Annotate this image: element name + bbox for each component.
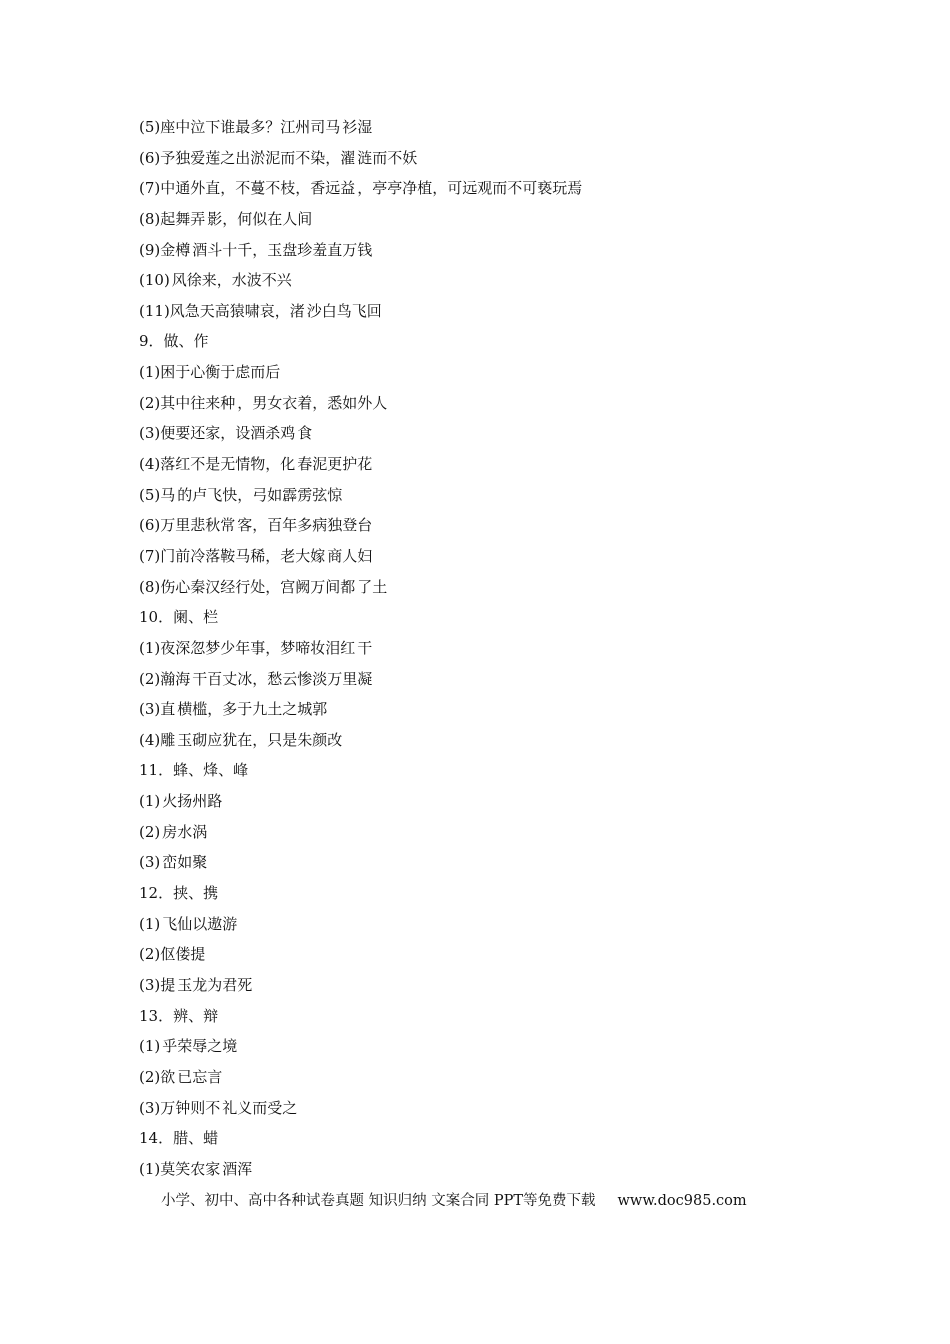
exercise-list: [139, 114, 839, 1186]
exercise-item: [139, 512, 839, 543]
exercise-item: [139, 666, 839, 697]
footer-site: www.doc985.com: [617, 1193, 747, 1209]
line-text-after-blank: ，男女衣着，悉如外人: [237, 393, 388, 412]
line-text-after-blank: 乎荣辱之境: [162, 1037, 238, 1056]
line-text: (7)中通外直，不蔓不枝，香远益: [139, 179, 356, 198]
exercise-item: [139, 727, 839, 758]
line-text-after-blank: 飞仙以遨游: [162, 914, 238, 933]
line-text-after-blank: 了土: [357, 577, 388, 596]
exercise-item: [139, 359, 839, 390]
exercise-item: [139, 114, 839, 145]
line-text-after-blank: 干: [357, 638, 373, 657]
line-text-after-blank: 干百丈冰，愁云惨淡万里凝: [192, 669, 373, 688]
line-text: (2)欲: [139, 1067, 176, 1086]
exercise-item: [139, 237, 839, 268]
exercise-item: [139, 696, 839, 727]
section-heading: [139, 328, 839, 359]
footer-text: 小学、初中、高中各种试卷真题 知识归纳 文案合同 PPT等免费下载: [161, 1193, 596, 1209]
line-text-after-blank: 春泥更护花: [297, 455, 373, 474]
line-text-after-blank: 礼义而受之: [222, 1098, 298, 1117]
exercise-item: [139, 543, 839, 574]
exercise-item: [139, 420, 839, 451]
line-text: 13．辨、辩: [139, 1006, 219, 1025]
line-text-after-blank: 衫湿: [342, 118, 373, 136]
line-text-after-blank: 的卢飞快，弓如霹雳弦惊: [177, 485, 343, 504]
exercise-item: [139, 267, 839, 298]
page-footer: [161, 1190, 747, 1212]
line-text: (7)门前冷落鞍马稀，老大嫁: [139, 546, 326, 565]
line-text: 9．做、作: [139, 332, 209, 351]
exercise-item: [139, 972, 839, 1003]
exercise-item: [139, 1095, 839, 1126]
line-text: (2)其中往来种: [139, 393, 236, 412]
exercise-item: [139, 819, 839, 850]
line-text-after-blank: 客，百年多病独登台: [237, 516, 373, 535]
line-text: 11．蜂、烽、峰: [139, 761, 249, 780]
line-text-after-blank: 商人妇: [327, 546, 373, 565]
exercise-item: [139, 482, 839, 513]
exercise-item: [139, 1156, 839, 1187]
line-text-after-blank: 沙白鸟飞回: [306, 301, 382, 320]
exercise-item: [139, 911, 839, 942]
section-heading: [139, 1003, 839, 1034]
line-text: (8)伤心秦汉经行处，宫阙万间都: [139, 577, 356, 596]
line-text: (4)雕: [139, 730, 176, 749]
line-text: 10．阑、栏: [139, 608, 219, 627]
line-text: (1): [139, 1037, 161, 1056]
line-text: (2): [139, 822, 161, 841]
line-text: (1)夜深忽梦少年事，梦啼妆泪红: [139, 638, 356, 657]
line-text-after-blank: 房水涡: [162, 822, 208, 841]
line-text-after-blank: 峦如聚: [162, 853, 208, 872]
line-text: (3)提: [139, 975, 176, 994]
line-text-after-blank: 已忘言: [177, 1067, 223, 1086]
line-text: (1)莫笑农家: [139, 1159, 221, 1178]
line-text: (2)伛偻提: [139, 945, 206, 964]
line-text-after-blank: 玉砌应犹在，只是朱颜改: [177, 730, 343, 749]
line-text: (6)万里悲秋常: [139, 516, 236, 535]
line-text-after-blank: 风徐来，水波不兴: [171, 271, 292, 290]
line-text: (2)瀚海: [139, 669, 191, 688]
exercise-item: [139, 390, 839, 421]
line-text-after-blank: 横槛，多于九土之城郭: [177, 700, 328, 719]
exercise-item: [139, 574, 839, 605]
line-text: 12．挟、携: [139, 884, 219, 903]
line-text: (1): [139, 914, 161, 933]
line-text: (3): [139, 853, 161, 872]
line-text: (11)风急天高猿啸哀，渚: [139, 301, 305, 320]
exercise-item: [139, 635, 839, 666]
line-text: 14．腊、蜡: [139, 1129, 219, 1148]
line-text-after-blank: 影，何似在人间: [207, 209, 313, 228]
line-text: (8)起舞弄: [139, 209, 206, 228]
exercise-item: [139, 849, 839, 880]
section-heading: [139, 604, 839, 635]
line-text: (5)座中泣下谁最多？江州司马: [139, 118, 341, 136]
exercise-item: [139, 451, 839, 482]
line-text-after-blank: 涟而不妖: [357, 148, 418, 167]
section-heading: [139, 757, 839, 788]
exercise-item: [139, 206, 839, 237]
line-text: (6)予独爱莲之出淤泥而不染，濯: [139, 148, 356, 167]
line-text: (5)马: [139, 485, 176, 504]
exercise-item: [139, 1033, 839, 1064]
line-text-after-blank: 酒浑: [222, 1159, 253, 1178]
line-text: (1): [139, 792, 161, 811]
line-text: (3)万钟则不: [139, 1098, 221, 1117]
line-text-after-blank: 食: [297, 424, 313, 443]
line-text-after-blank: ，亭亭净植，可远观而不可亵玩焉: [357, 179, 583, 198]
exercise-item: [139, 145, 839, 176]
exercise-item: [139, 941, 839, 972]
line-text-after-blank: 火扬州路: [162, 792, 223, 811]
section-heading: [139, 1125, 839, 1156]
line-text: (1)困于心衡于虑而后: [139, 363, 281, 382]
line-text: (9)金樽: [139, 240, 191, 259]
line-text-after-blank: 玉龙为君死: [177, 975, 253, 994]
section-heading: [139, 880, 839, 911]
line-text: (10): [139, 271, 170, 290]
line-text-after-blank: 酒斗十千，玉盘珍羞直万钱: [192, 240, 373, 259]
line-text: (4)落红不是无情物，化: [139, 455, 296, 474]
exercise-item: [139, 298, 839, 329]
exercise-item: [139, 788, 839, 819]
exercise-item: [139, 1064, 839, 1095]
exercise-item: [139, 175, 839, 206]
line-text: (3)直: [139, 700, 176, 719]
line-text: (3)便要还家，设酒杀鸡: [139, 424, 296, 443]
